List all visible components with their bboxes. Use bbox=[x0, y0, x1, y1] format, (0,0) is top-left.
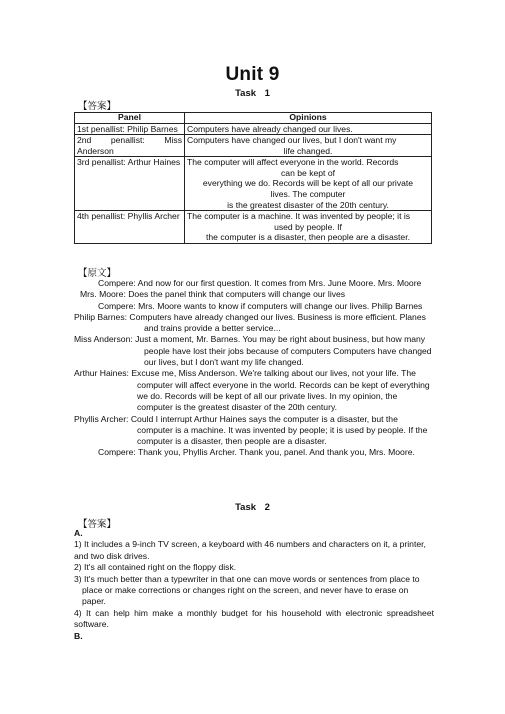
table-row bbox=[75, 135, 432, 157]
opinion-line: can be kept of bbox=[281, 167, 335, 178]
answer-item: 2) It's all contained right on the floppy disk. bbox=[74, 562, 237, 573]
task1-transcript bbox=[74, 278, 434, 459]
opinion-line: lives. The computer bbox=[270, 189, 346, 200]
opinion-line: the computer is a disaster, then people are a disaster. bbox=[206, 232, 410, 243]
transcript-paragraph: Compere: Mrs. Moore wants to know if computers will change our lives. Philip Barnes bbox=[98, 300, 423, 311]
task2-answers bbox=[74, 528, 434, 642]
table-row bbox=[75, 123, 432, 135]
opinion-cell bbox=[185, 157, 432, 211]
transcript-paragraph: Phyllis Archer: Could I interrupt Arthur Haines says the computer is a disaster, but the computer is a machine. It was invented by people; it is used by people. If the computer is a disaster, then people are a disaster. bbox=[74, 413, 428, 447]
task1-label: Task 1 bbox=[235, 88, 270, 99]
task1-transcript-bracket: 【原文】 bbox=[78, 268, 117, 279]
opinion-cell bbox=[185, 135, 432, 157]
table-row bbox=[75, 157, 432, 211]
opinion-line: Computers have changed our lives, but I don't want my bbox=[187, 135, 397, 146]
unit-title: Unit 9 bbox=[225, 64, 280, 85]
answer-item: 3) It's much better than a typewriter in that one can move words or sentences from place to place or make corrections or changes right on the screen, and never have to erase on paper. bbox=[74, 573, 420, 607]
transcript-paragraph: Mrs. Moore: Does the panel think that computers will change our lives bbox=[80, 289, 346, 300]
opinion-line: is the greatest disaster of the 20th century. bbox=[227, 199, 389, 210]
panel-opinions-table bbox=[74, 112, 432, 244]
transcript-paragraph: Compere: Thank you, Phyllis Archer. Thank you, panel. And thank you, Mrs. Moore. bbox=[98, 447, 415, 458]
panelist-cell: 4th penallist: Phyllis Archer bbox=[75, 211, 185, 244]
section-a-label: A. bbox=[74, 528, 83, 538]
transcript-paragraph: Miss Anderson: Just a moment, Mr. Barnes. You may be right about business, but how many people have lost their jobs because of computers Computers have changed our lives, but I don't want my life changed. bbox=[74, 334, 432, 368]
opinion-line: used by people. If bbox=[274, 221, 342, 232]
transcript-paragraph: Arthur Haines: Excuse me, Miss Anderson. We're talking about our lives, not your life. The computer will affect everyone in the world. Records can be kept of everything we do. Records will be kept of all our private lives. In my opinion, the computer is the greatest disaster of the 20th century. bbox=[74, 368, 430, 413]
opinion-line: life changed. bbox=[283, 145, 333, 156]
panelist-cell: 2nd penallist: Miss Anderson bbox=[75, 135, 185, 157]
table-row bbox=[75, 211, 432, 244]
panelist-cell: 3rd penallist: Arthur Haines bbox=[75, 157, 185, 211]
opinion-line: everything we do. Records will be kept of all our private bbox=[202, 178, 414, 189]
section-b-label: B. bbox=[74, 630, 83, 641]
opinion-line: The computer is a machine. It was invented by people; it is bbox=[187, 211, 411, 222]
task2-label: Task 2 bbox=[235, 502, 270, 513]
panelist-cell: 1st penallist: Philip Barnes bbox=[75, 123, 185, 135]
opinion-line: Computers have already changed our lives. bbox=[187, 123, 353, 134]
task2-answer-bracket: 【答案】 bbox=[78, 519, 117, 530]
answer-item: 1) It includes a 9-inch TV screen, a keyboard with 46 numbers and characters on it, a printer, and two disk drives. bbox=[74, 539, 426, 561]
opinion-cell bbox=[185, 211, 432, 244]
transcript-paragraph: Compere: And now for our first question. It comes from Mrs. June Moore. Mrs. Moore bbox=[98, 278, 422, 288]
task1-answer-bracket: 【答案】 bbox=[78, 101, 117, 112]
answer-item: 4) It can help him make a monthly budget for his household with electronic spreadsheet software. bbox=[74, 607, 434, 630]
opinion-cell bbox=[185, 123, 432, 135]
header-opinions: Opinions bbox=[185, 113, 432, 124]
opinion-line: The computer will affect everyone in the world. Records bbox=[187, 157, 399, 168]
table-header-row bbox=[75, 113, 432, 124]
transcript-paragraph: Philip Barnes: Computers have already changed our lives. Business is more efficient. Planes and trains provide a better service... bbox=[74, 311, 426, 334]
header-panel: Panel bbox=[75, 113, 185, 124]
